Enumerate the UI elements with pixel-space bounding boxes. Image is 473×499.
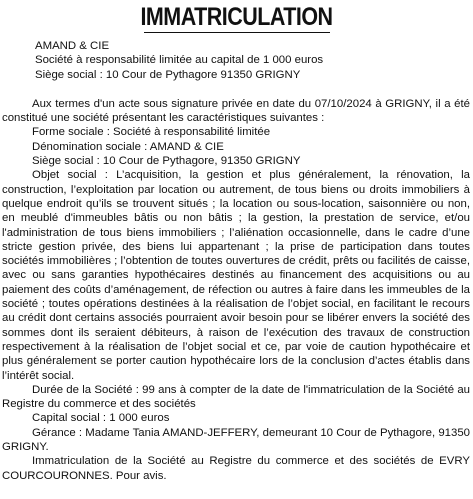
company-header xyxy=(0,39,473,82)
legal-form-line: Forme sociale : Société à responsabilité limitée xyxy=(32,126,271,139)
management-paragraph: Gérance : Madame Tania AMAND-JEFFERY, demeurant 10 Cour de Pythagore, 91350 GRIGNY. xyxy=(2,426,470,454)
title-underline xyxy=(144,32,330,33)
corporate-purpose-paragraph: Objet social : L’acquisition, la gestion et plus généralement, la rénovation, la construction, l’exploitation par location ou autrement, de tous biens ou droits immobiliers à quelque endroit qu’ils se trouvent situés ; la location ou sous-location, saisonnière ou non, en meublé d'immeubles bâtis ou non bâtis ; la gestion, la prestation de service, et/ou l'administration de tous biens immobiliers ; l’aliénation occasionnelle, dans le cadre d’une stricte gestion privée, des biens lui appartenant ; la prise de participation dans toutes sociétés immobilières ; l’obtention de toutes ouvertures de crédit, prêts ou facilités de caisse, avec ou sans garanties hypothécaires destinés au financement des acquisitions ou au paiement des coûts d’aménagement, de réfection ou autres à faire dans les immeubles de la société ; toutes opérations destinées à la réalisation de l’objet social, en facilitant le recours au crédit dont certains associés pourraient avoir besoin pour se libérer envers la société des sommes dont ils seraient débiteurs, à raison de l’exécution des travaux de construction respectivement à la réalisation de l’objet social et ce, par voie de caution hypothécaire et plus généralement se porter caution hypothécaire lors de la conclusion d’actes établis dans l’intérêt social. xyxy=(2,169,470,382)
notice-title: IMMATRICULATION xyxy=(140,3,333,31)
company-name: AMAND & CIE xyxy=(35,40,110,52)
spacer xyxy=(0,82,473,97)
duration-paragraph: Durée de la Société : 99 ans à compter de la date de l'immatriculation de la Société au Registre du commerce et des sociétés xyxy=(2,383,470,411)
share-capital-line: Capital social : 1 000 euros xyxy=(32,412,170,425)
intro-paragraph: Aux termes d'un acte sous signature privée en date du 07/10/2024 à GRIGNY, il a été constitué une société présentant les caractéristiques suivantes : xyxy=(2,97,470,125)
company-seat: Siège social : 10 Cour de Pythagore 91350 GRIGNY xyxy=(35,68,301,81)
registered-office-line: Siège social : 10 Cour de Pythagore, 91350 GRIGNY xyxy=(32,155,301,168)
registration-paragraph: Immatriculation de la Société au Registre du commerce et des sociétés de EVRY COURCOURONNES. Pour avis. xyxy=(2,455,470,482)
company-name-line: Dénomination sociale : AMAND & CIE xyxy=(32,140,224,153)
notice-body xyxy=(0,97,473,483)
company-form: Société à responsabilité limitée au capital de 1 000 euros xyxy=(35,54,324,67)
